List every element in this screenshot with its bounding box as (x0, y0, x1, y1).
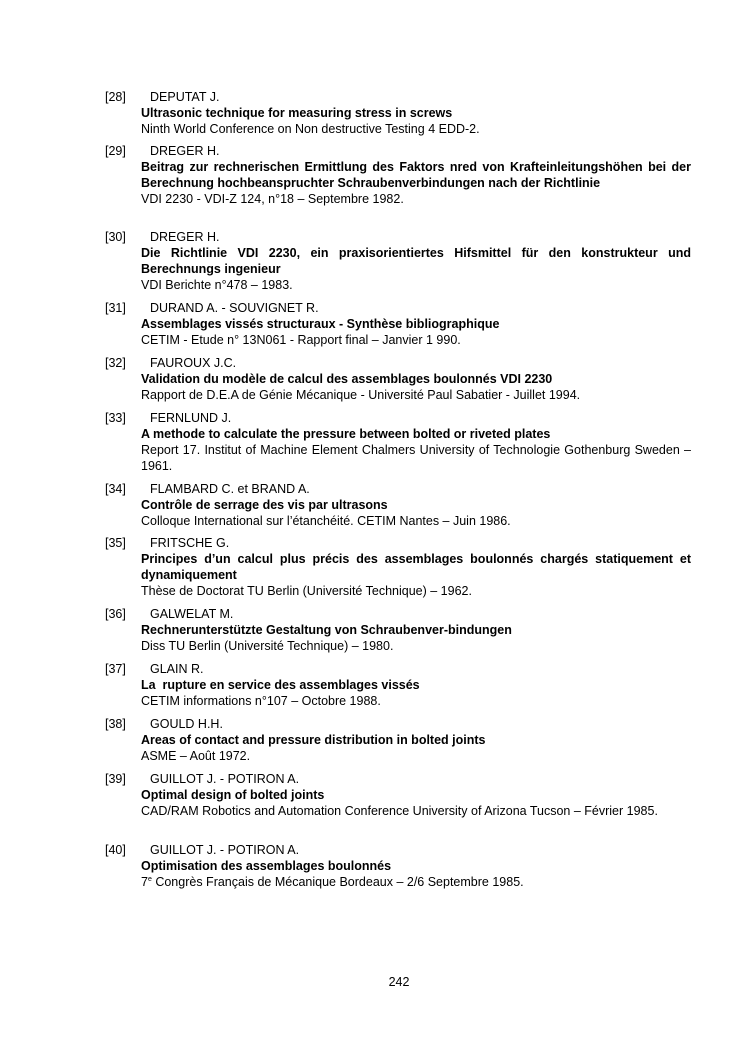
reference-detail: Rapport de D.E.A de Génie Mécanique - Université Paul Sabatier - Juillet 1994. (141, 388, 581, 402)
reference-author: GLAIN R. (150, 662, 204, 676)
reference-number: [28] (105, 90, 126, 104)
reference-detail: ASME – Août 1972. (141, 749, 251, 763)
reference-detail (141, 874, 691, 890)
reference-title: Validation du modèle de calcul des assemblages boulonnés VDI 2230 (141, 372, 553, 386)
reference-title: Ultrasonic technique for measuring stress in screws (141, 106, 453, 120)
reference-title: Optimal design of bolted joints (141, 788, 325, 802)
reference-number: [39] (105, 772, 126, 786)
reference-author: GOULD H.H. (150, 717, 223, 731)
reference-detail: CAD/RAM Robotics and Automation Conference University of Arizona Tucson – Février 1985. (141, 804, 658, 818)
reference-number: [33] (105, 411, 126, 425)
reference-title: Die Richtlinie VDI 2230, ein praxisorientiertes Hifsmittel für den konstrukteur und Berechnungs ingenieur (141, 246, 691, 276)
page-number: 242 (388, 975, 410, 989)
reference-detail: Report 17. Institut of Machine Element Chalmers University of Technologie Gothenburg Sweden – 1961. (141, 443, 691, 473)
reference-title: Beitrag zur rechnerischen Ermittlung des Faktors nred von Krafteinleitungshöhen bei der Berechnung hochbeanspruchter Schraubenverbindungen nach der Richtlinie (141, 160, 691, 190)
reference-number: [38] (105, 717, 126, 731)
reference-author: GALWELAT M. (150, 607, 234, 621)
reference-detail: Colloque International sur l’étanchéité. CETIM Nantes – Juin 1986. (141, 514, 511, 528)
reference-detail: VDI 2230 - VDI-Z 124, n°18 – Septembre 1982. (141, 192, 404, 206)
reference-number: [29] (105, 144, 126, 158)
reference-detail: Diss TU Berlin (Université Technique) – 1980. (141, 639, 394, 653)
reference-author: FERNLUND J. (150, 411, 232, 425)
reference-author: DREGER H. (150, 144, 220, 158)
reference-number: [31] (105, 301, 126, 315)
reference-detail: VDI Berichte n°478 – 1983. (141, 278, 293, 292)
reference-author: DEPUTAT J. (150, 90, 220, 104)
reference-number: [34] (105, 482, 126, 496)
reference-author: GUILLOT J. - POTIRON A. (150, 772, 300, 786)
reference-title: Rechnerunterstützte Gestaltung von Schraubenver-bindungen (141, 623, 512, 637)
reference-author: DURAND A. - SOUVIGNET R. (150, 301, 319, 315)
reference-author: DREGER H. (150, 230, 220, 244)
reference-number: [40] (105, 843, 126, 857)
reference-title: Areas of contact and pressure distribution in bolted joints (141, 733, 486, 747)
reference-detail: Thèse de Doctorat TU Berlin (Université Technique) – 1962. (141, 584, 472, 598)
reference-author: FRITSCHE G. (150, 536, 230, 550)
reference-detail: Ninth World Conference on Non destructive Testing 4 EDD-2. (141, 122, 480, 136)
reference-title: Contrôle de serrage des vis par ultrasons (141, 498, 388, 512)
reference-title: Assemblages vissés structuraux - Synthèse bibliographique (141, 317, 500, 331)
reference-title: Optimisation des assemblages boulonnés (141, 859, 392, 873)
reference-detail: CETIM - Etude n° 13N061 - Rapport final – Janvier 1 990. (141, 333, 461, 347)
reference-number: [32] (105, 356, 126, 370)
reference-detail-ordinal-suffix: e (147, 876, 152, 883)
reference-title: Principes d’un calcul plus précis des assemblages boulonnés chargés statiquement et dynamiquement (141, 552, 691, 582)
reference-title: A methode to calculate the pressure between bolted or riveted plates (141, 427, 551, 441)
reference-author: FAUROUX J.C. (150, 356, 237, 370)
reference-detail-ordinal: 7 (141, 875, 148, 889)
reference-number: [35] (105, 536, 126, 550)
reference-title: La rupture en service des assemblages vissés (141, 678, 420, 692)
reference-author: FLAMBARD C. et BRAND A. (150, 482, 310, 496)
reference-detail: CETIM informations n°107 – Octobre 1988. (141, 694, 381, 708)
reference-number: [36] (105, 607, 126, 621)
reference-number: [37] (105, 662, 126, 676)
reference-detail-text: Congrès Français de Mécanique Bordeaux – 2/6 Septembre 1985. (151, 875, 524, 889)
reference-number: [30] (105, 230, 126, 244)
reference-author: GUILLOT J. - POTIRON A. (150, 843, 300, 857)
